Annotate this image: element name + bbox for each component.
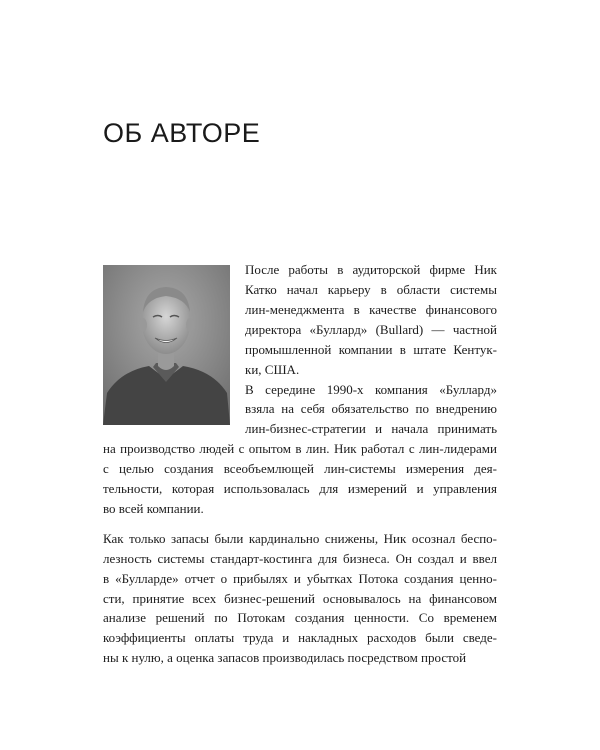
text-line: лин-менеджмента в качестве финансового <box>245 302 497 317</box>
text-line: тельности, которая использовалась для измерений и управления <box>103 481 497 496</box>
text-line: ны к нулю, а оценка запасов производилась посредством простой <box>103 650 467 665</box>
text-line: во всей компании. <box>103 501 204 516</box>
text-line: взяла на себя обязательство по внедрению <box>245 401 497 416</box>
text-line: с целью создания всеобъемлющей лин-системы измерения дея- <box>103 461 497 476</box>
text-line: лин-бизнес-стратегии и начала принимать <box>245 421 497 436</box>
text-line: на производство людей с опытом в лин. Ник работал с лин-лидерами <box>103 441 497 456</box>
text-line: ки, США. <box>245 362 300 377</box>
text-line: промышленной компании в штате Кентук- <box>245 342 497 357</box>
page-title: ОБ АВТОРЕ <box>103 118 261 148</box>
author-photo <box>103 265 230 425</box>
text-line: лезность системы стандарт-костинга для бизнеса. Он создал и ввел <box>103 551 497 566</box>
text-line: анализе решений по Потокам создания ценности. Со временем <box>103 610 497 625</box>
text-line: Катко начал карьеру в области системы <box>245 282 497 297</box>
text-line: коэффициенты оплаты труда и накладных расходов были сведе- <box>103 630 497 645</box>
text-line: сти, принятие всех бизнес-решений основывалось на финансовом <box>103 591 497 606</box>
text-line: в «Булларде» отчет о прибылях и убытках Потока создания ценно- <box>103 571 497 586</box>
text-line: После работы в аудиторской фирме Ник <box>245 262 497 277</box>
text-line: директора «Буллард» (Bullard) — частной <box>245 322 497 337</box>
author-portrait-image <box>103 265 230 425</box>
text-line: Как только запасы были кардинально снижены, Ник осознал беспо- <box>103 531 497 546</box>
text-line: В середине 1990-х компания «Буллард» <box>245 382 497 397</box>
